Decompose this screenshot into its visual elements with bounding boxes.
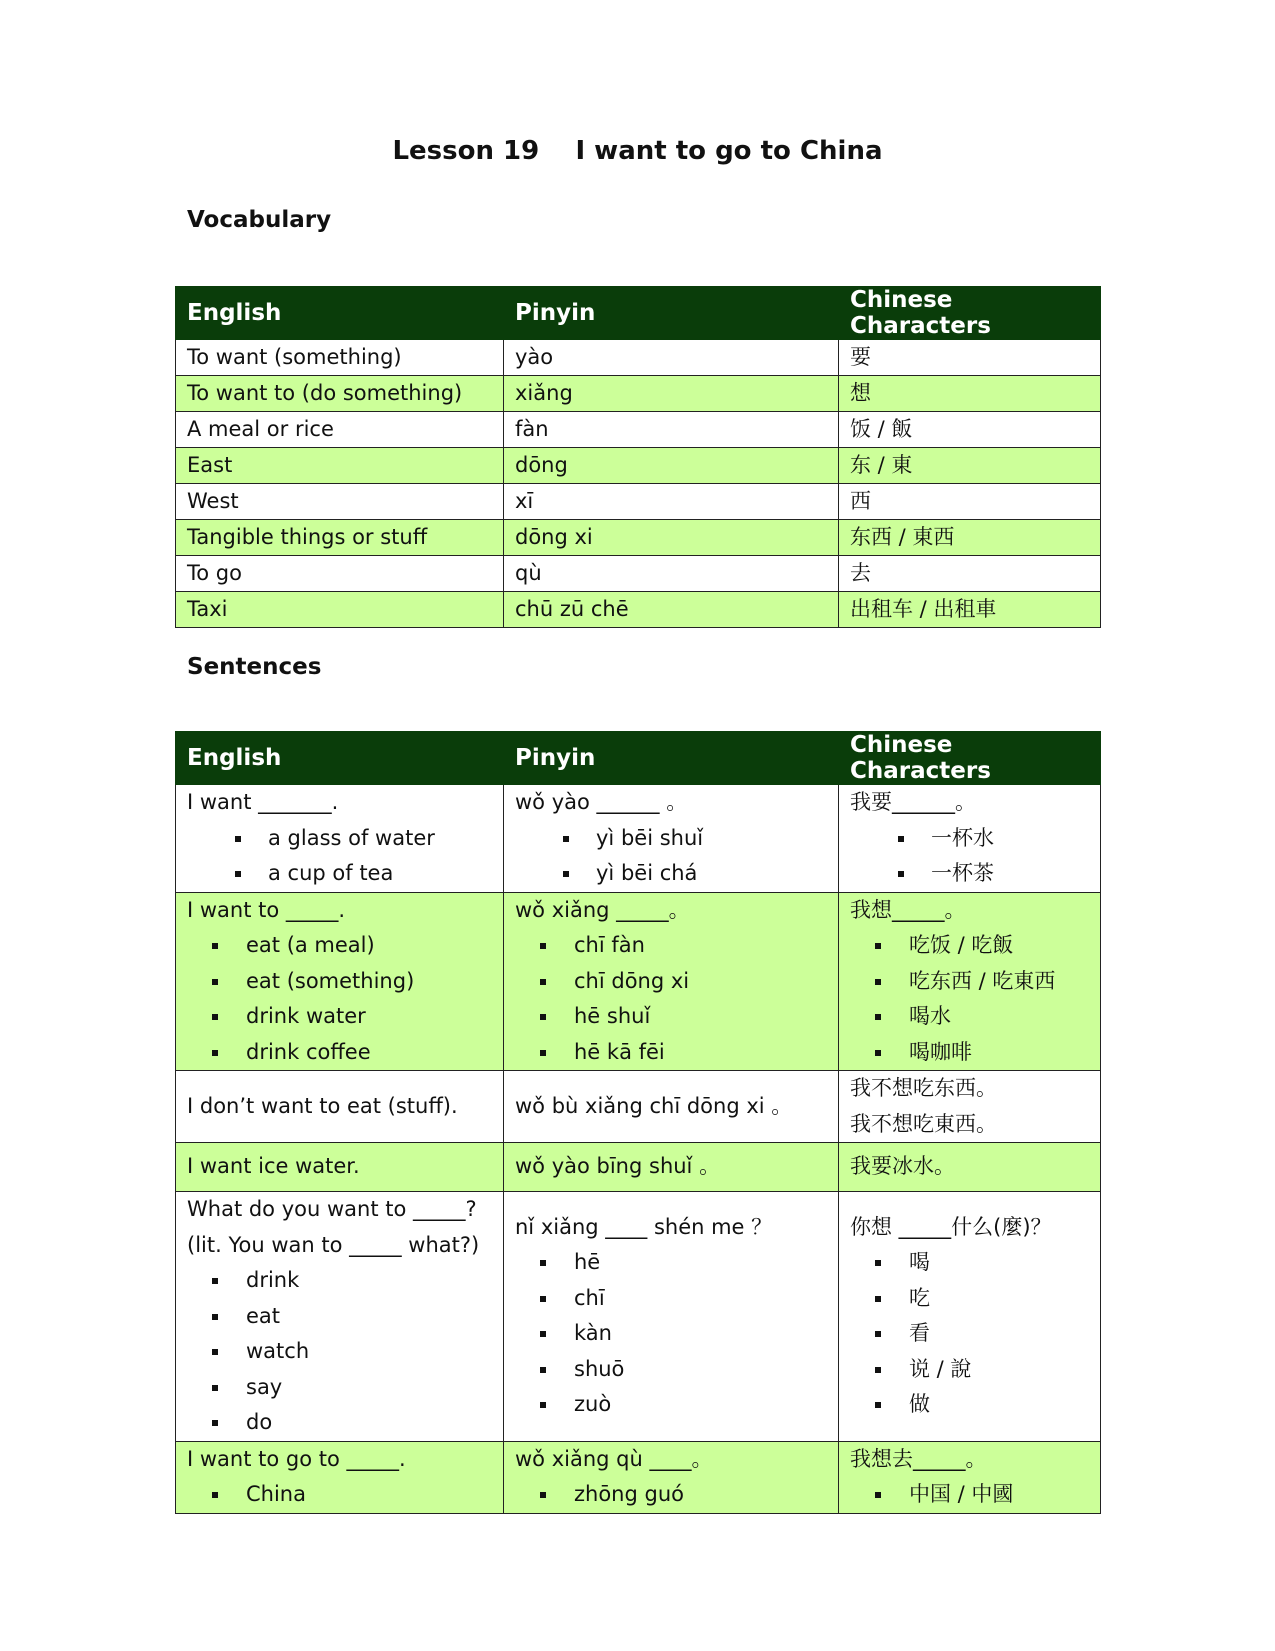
list-item: do	[187, 1405, 492, 1441]
table-row	[176, 520, 1101, 556]
chinese-cell: 要	[839, 340, 1101, 376]
list-item: shuō	[515, 1352, 827, 1388]
english-cell	[176, 785, 504, 893]
option-list	[187, 928, 492, 1070]
option-list	[515, 928, 827, 1070]
sentence-text: I want _______.	[187, 790, 339, 814]
pinyin-cell: xiǎng	[504, 376, 839, 412]
sentence-text: 我不想吃东西。	[850, 1076, 997, 1100]
list-item: a cup of tea	[187, 856, 492, 892]
page-title: Lesson 19 I want to go to China	[392, 136, 883, 166]
list-item: zuò	[515, 1387, 827, 1423]
header-chinese: Chinese Characters	[839, 287, 1101, 340]
sentence-text: 我想去_____。	[850, 1446, 987, 1471]
english-cell: West	[176, 484, 504, 520]
chinese-cell	[839, 892, 1101, 1071]
option-list	[515, 1477, 827, 1513]
list-item: a glass of water	[187, 821, 492, 857]
list-item: 中国 / 中國	[850, 1477, 1089, 1513]
option-list	[850, 1245, 1089, 1423]
english-cell: To want to (do something)	[176, 376, 504, 412]
english-cell: To want (something)	[176, 340, 504, 376]
pinyin-cell: xī	[504, 484, 839, 520]
list-item: 吃东西 / 吃東西	[850, 964, 1089, 1000]
list-item: 说 / 說	[850, 1352, 1089, 1388]
chinese-cell: 饭 / 飯	[839, 412, 1101, 448]
sentence-text: I don’t want to eat (stuff).	[187, 1093, 458, 1118]
vocabulary-table	[175, 286, 1101, 628]
pinyin-cell	[504, 1192, 839, 1442]
list-item: hē shuǐ	[515, 999, 827, 1035]
sentence-text: 我不想吃東西。	[850, 1111, 997, 1136]
list-item: chī	[515, 1281, 827, 1317]
pinyin-cell: dōng	[504, 448, 839, 484]
english-cell	[176, 892, 504, 1071]
sentence-note: (lit. You wan to _____ what?)	[187, 1232, 480, 1257]
table-row	[176, 340, 1101, 376]
option-list	[515, 821, 827, 892]
table-row	[176, 448, 1101, 484]
chinese-cell	[839, 1192, 1101, 1442]
option-list	[850, 928, 1089, 1070]
sentence-text: 你想 _____什么(麼)？	[850, 1214, 1052, 1239]
list-item: kàn	[515, 1316, 827, 1352]
english-cell	[176, 1441, 504, 1513]
chinese-cell: 去	[839, 556, 1101, 592]
list-item: chī fàn	[515, 928, 827, 964]
pinyin-cell	[504, 1071, 839, 1143]
option-list	[187, 1477, 492, 1513]
option-list	[515, 1245, 827, 1423]
table-row	[176, 785, 1101, 893]
sentences-header-row	[176, 732, 1101, 785]
pinyin-cell: yào	[504, 340, 839, 376]
english-cell: Tangible things or stuff	[176, 520, 504, 556]
english-cell	[176, 1071, 504, 1143]
chinese-cell: 东西 / 東西	[839, 520, 1101, 556]
list-item: yì bēi chá	[515, 856, 827, 892]
pinyin-cell: chū zū chē	[504, 592, 839, 628]
header-pinyin: Pinyin	[504, 287, 839, 340]
option-list	[850, 821, 1089, 892]
header-pinyin: Pinyin	[504, 732, 839, 785]
sentence-text: I want to _____.	[187, 897, 346, 922]
table-row	[176, 592, 1101, 628]
list-item: China	[187, 1477, 492, 1513]
sentence-text: What do you want to _____?	[187, 1197, 477, 1221]
list-item: say	[187, 1370, 492, 1406]
list-item: eat	[187, 1299, 492, 1335]
vocabulary-header-row	[176, 287, 1101, 340]
pinyin-cell: qù	[504, 556, 839, 592]
sentence-text: wǒ yào bīng shuǐ 。	[515, 1154, 721, 1179]
list-item: 喝	[850, 1245, 1089, 1281]
sentence-text: nǐ xiǎng ____ shén me ？	[515, 1214, 773, 1239]
list-item: chī dōng xi	[515, 964, 827, 1000]
header-chinese: Chinese Characters	[839, 732, 1101, 785]
list-item: 做	[850, 1387, 1089, 1423]
pinyin-cell	[504, 1143, 839, 1192]
vocabulary-heading: Vocabulary	[187, 207, 332, 233]
chinese-cell	[839, 785, 1101, 893]
sentences-table	[175, 731, 1101, 1514]
table-row	[176, 484, 1101, 520]
list-item: drink	[187, 1263, 492, 1299]
table-row	[176, 1441, 1101, 1513]
pinyin-cell	[504, 1441, 839, 1513]
pinyin-cell	[504, 892, 839, 1071]
chinese-cell	[839, 1143, 1101, 1192]
header-english: English	[176, 732, 504, 785]
table-row	[176, 376, 1101, 412]
list-item: 一杯茶	[850, 856, 1089, 892]
sentence-text: wǒ yào ______ 。	[515, 790, 688, 814]
chinese-cell	[839, 1441, 1101, 1513]
sentence-text: 我要______。	[850, 790, 976, 814]
option-list	[850, 1477, 1089, 1513]
sentence-text: wǒ xiǎng qù ____。	[515, 1446, 713, 1471]
sentence-text: I want to go to _____.	[187, 1446, 406, 1471]
sentence-text: 我要冰水。	[850, 1154, 955, 1179]
pinyin-cell: dōng xi	[504, 520, 839, 556]
english-cell: To go	[176, 556, 504, 592]
chinese-cell	[839, 1071, 1101, 1143]
list-item: drink water	[187, 999, 492, 1035]
list-item: drink coffee	[187, 1035, 492, 1071]
chinese-cell: 出租车 / 出租車	[839, 592, 1101, 628]
table-row	[176, 1071, 1101, 1143]
list-item: 喝水	[850, 999, 1089, 1035]
english-cell: East	[176, 448, 504, 484]
list-item: 吃	[850, 1281, 1089, 1317]
list-item: hē kā fēi	[515, 1035, 827, 1071]
pinyin-cell: fàn	[504, 412, 839, 448]
table-row	[176, 556, 1101, 592]
sentence-text: I want ice water.	[187, 1154, 360, 1179]
pinyin-cell	[504, 785, 839, 893]
list-item: 喝咖啡	[850, 1035, 1089, 1071]
table-row	[176, 412, 1101, 448]
english-cell: Taxi	[176, 592, 504, 628]
list-item: 看	[850, 1316, 1089, 1352]
chinese-cell: 想	[839, 376, 1101, 412]
list-item: 一杯水	[850, 821, 1089, 857]
list-item: watch	[187, 1334, 492, 1370]
list-item: zhōng guó	[515, 1477, 827, 1513]
table-row	[176, 892, 1101, 1071]
sentence-text: wǒ bù xiǎng chī dōng xi 。	[515, 1093, 793, 1118]
sentence-text: 我想_____。	[850, 897, 966, 922]
sentences-heading: Sentences	[187, 654, 322, 680]
list-item: yì bēi shuǐ	[515, 821, 827, 857]
list-item: eat (a meal)	[187, 928, 492, 964]
header-english: English	[176, 287, 504, 340]
table-row	[176, 1192, 1101, 1442]
english-cell	[176, 1143, 504, 1192]
english-cell	[176, 1192, 504, 1442]
sentence-text: wǒ xiǎng _____。	[515, 897, 690, 922]
list-item: hē	[515, 1245, 827, 1281]
list-item: 吃饭 / 吃飯	[850, 928, 1089, 964]
chinese-cell: 东 / 東	[839, 448, 1101, 484]
table-row	[176, 1143, 1101, 1192]
list-item: eat (something)	[187, 964, 492, 1000]
option-list	[187, 1263, 492, 1441]
option-list	[187, 821, 492, 892]
english-cell: A meal or rice	[176, 412, 504, 448]
chinese-cell: 西	[839, 484, 1101, 520]
